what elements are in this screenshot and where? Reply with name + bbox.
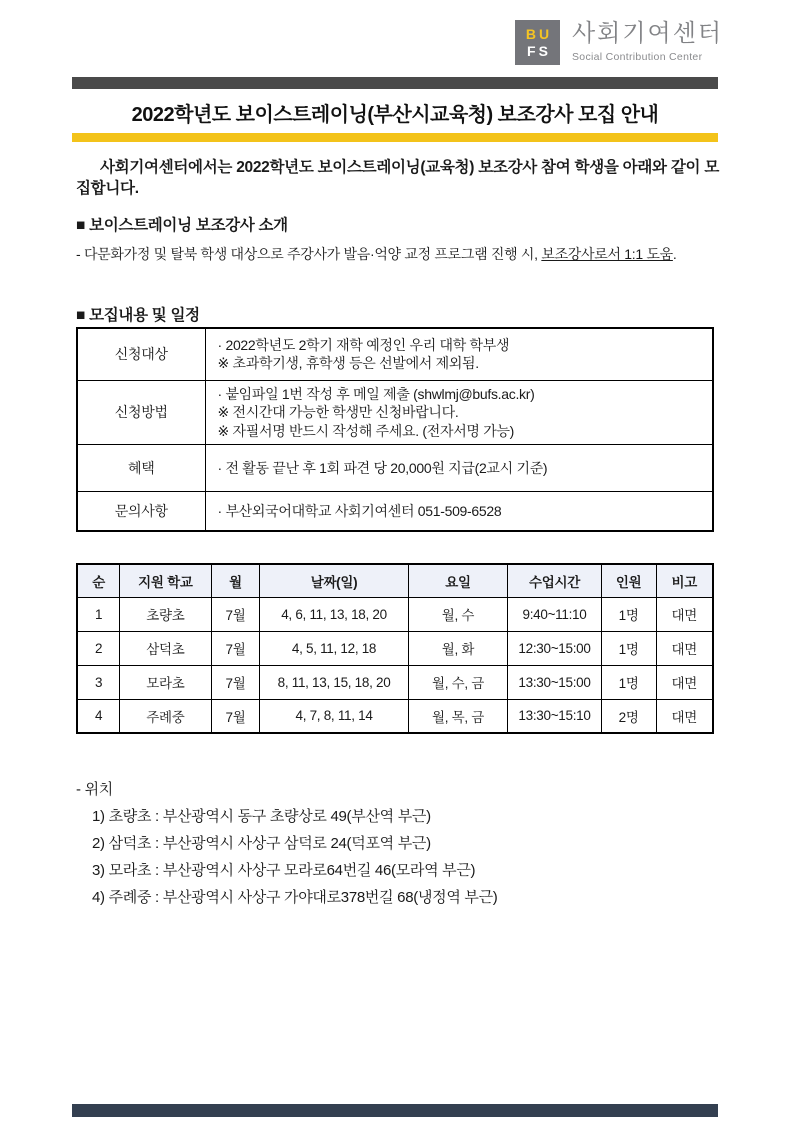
schedule-table-cell: 3 [77,665,120,699]
location-item: 3) 모라초 : 부산광역시 사상구 모라로64번길 46(모라역 부근) [92,862,476,879]
info-table-row [77,328,713,380]
section-heading-schedule: ■ 모집내용 및 일정 [76,307,200,324]
title-bottom-bar [72,133,718,142]
schedule-table-cell: 대면 [656,631,713,665]
intro-body-period: . [672,246,677,262]
section-heading-introduction: ■ 보이스트레이닝 보조강사 소개 [76,217,288,234]
info-table-label: 문의사항 [77,492,205,531]
logo-name-english: Social Contribution Center [572,51,703,64]
schedule-table-cell: 1명 [601,631,656,665]
location-list [92,807,497,907]
logo-text [572,20,723,63]
schedule-table-cell: 주례중 [120,699,211,733]
schedule-table-cell: 대면 [656,665,713,699]
schedule-table-cell: 월, 목, 금 [408,699,508,733]
info-table-content [205,445,713,492]
schedule-header-cell: 날짜(일) [260,564,408,597]
schedule-table-row [77,631,713,665]
intro-body-text: - 다문화가정 및 탈북 학생 대상으로 주강사가 발음·억양 교정 프로그램 진행 시, [76,246,542,262]
info-table-line: · 붙임파일 1번 작성 후 메일 제출 (shwlmj@bufs.ac.kr) [217,385,535,402]
info-table-content [205,328,713,380]
info-table-line: · 전 활동 끝난 후 1회 파견 당 20,000원 지급(2교시 기준) [217,459,548,476]
schedule-table-cell: 삼덕초 [120,631,211,665]
info-table-content [205,380,713,445]
info-table-row [77,492,713,531]
schedule-table-cell: 9:40~11:10 [508,597,601,631]
schedule-table-cell: 월, 수 [408,597,508,631]
location-heading: - 위치 [76,781,113,798]
location-item: 1) 초량초 : 부산광역시 동구 초량상로 49(부산역 부근) [92,808,431,825]
location-item: 4) 주례중 : 부산광역시 사상구 가야대로378번길 68(냉정역 부근) [92,889,498,906]
schedule-table-cell: 2명 [601,699,656,733]
logo-name-korean: 사회기여센터 [572,20,724,47]
schedule-table-row [77,699,713,733]
footer-bar [72,1104,718,1117]
schedule-table-row [77,597,713,631]
schedule-header-cell: 순 [77,564,120,597]
info-table-label: 신청방법 [77,380,205,445]
schedule-table-cell: 4, 6, 11, 13, 18, 20 [260,597,408,631]
schedule-header-cell: 월 [211,564,260,597]
bufs-logo [515,20,723,65]
info-table-line: · 2022학년도 2학기 재학 예정인 우리 대학 학부생 [217,336,510,353]
info-table-label: 혜택 [77,445,205,492]
schedule-header-cell: 지원 학교 [120,564,211,597]
info-table-body [77,328,713,531]
schedule-table-body [77,597,713,733]
schedule-table-cell: 대면 [656,597,713,631]
info-table-line: ※ 자필서명 반드시 작성해 주세요. (전자서명 가능) [217,422,515,439]
bufs-logo-icon [515,20,560,65]
schedule-table-head [77,564,713,597]
title-top-bar [72,77,718,89]
intro-body-underlined: 보조강사로서 1:1 도움 [541,246,673,262]
schedule-table-cell: 월, 수, 금 [408,665,508,699]
info-table-line: ※ 전시간대 가능한 학생만 신청바랍니다. [217,404,459,420]
schedule-table-cell: 7월 [211,699,260,733]
logo-badge-line1: BU [525,26,553,43]
schedule-table-cell: 모라초 [120,665,211,699]
schedule-table-cell: 월, 화 [408,631,508,665]
schedule-header-cell: 수업시간 [508,564,601,597]
schedule-table-cell: 7월 [211,631,260,665]
location-item: 2) 삼덕초 : 부산광역시 사상구 삼덕로 24(덕포역 부근) [92,835,431,852]
schedule-table-cell: 7월 [211,597,260,631]
schedule-header-row [77,564,713,597]
schedule-table-cell: 12:30~15:00 [508,631,601,665]
info-table-line: ※ 초과학기생, 휴학생 등은 선발에서 제외됨. [217,355,479,372]
schedule-header-cell: 요일 [408,564,508,597]
schedule-table-cell: 4, 7, 8, 11, 14 [260,699,408,733]
schedule-table-cell: 4, 5, 11, 12, 18 [260,631,408,665]
logo-badge-line2: FS [527,42,551,59]
schedule-header-cell: 인원 [601,564,656,597]
schedule-table-cell: 1명 [601,665,656,699]
info-table-row [77,380,713,445]
schedule-table-cell: 7월 [211,665,260,699]
schedule-table [76,563,714,734]
info-table-content [205,492,713,531]
info-table-label: 신청대상 [77,328,205,380]
intro-paragraph: 사회기여센터에서는 2022학년도 보이스트레이닝(교육청) 보조강사 참여 학생을 아래와 같이 모집합니다. [76,159,719,197]
section-introduction-body [76,244,719,264]
schedule-table-cell: 13:30~15:10 [508,699,601,733]
schedule-table-cell: 13:30~15:00 [508,665,601,699]
info-table-row [77,445,713,492]
info-table-line: · 부산외국어대학교 사회기여센터 051-509-6528 [217,502,502,519]
schedule-table-cell: 2 [77,631,120,665]
schedule-table-cell: 8, 11, 13, 15, 18, 20 [260,665,408,699]
schedule-table-cell: 대면 [656,699,713,733]
application-info-table [76,327,714,532]
schedule-header-cell: 비고 [656,564,713,597]
schedule-table-cell: 1 [77,597,120,631]
page-title: 2022학년도 보이스트레이닝(부산시교육청) 보조강사 모집 안내 [131,104,659,126]
schedule-table-row [77,665,713,699]
location-section [76,778,497,907]
schedule-table-cell: 4 [77,699,120,733]
schedule-table-cell: 1명 [601,597,656,631]
schedule-table-cell: 초량초 [120,597,211,631]
